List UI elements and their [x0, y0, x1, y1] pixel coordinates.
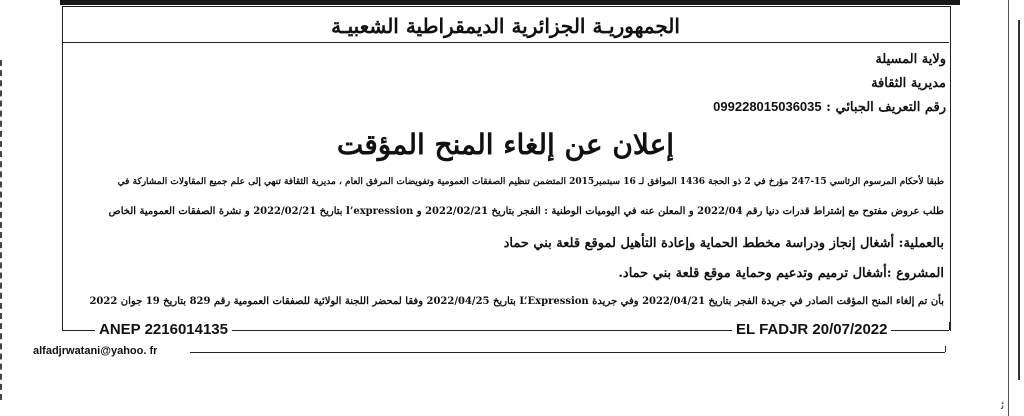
email-rule-cap — [945, 346, 946, 352]
edge-mark: ﺋ — [1001, 398, 1005, 412]
right-page-edge — [1008, 0, 1009, 416]
notice-body-line-3: بالعملية: أشغال إنجاز ودراسة مخطط الحماية وإعادة التأهيل لموقع قلعة بني حماد — [503, 236, 944, 251]
footer-corner-left — [62, 322, 63, 330]
email-address: alfadjrwatani@yahoo. fr — [33, 345, 161, 357]
footer-corner-right — [949, 322, 950, 330]
newspaper-date: EL FADJR 20/07/2022 — [732, 321, 891, 338]
tax-id-line — [713, 99, 946, 115]
notice-body-line-4: المشروع :أشغال ترميم وتدعيم وحماية موقع قلعة بني حماد. — [618, 266, 944, 281]
wilaya-line: ولاية المسيلة — [875, 52, 946, 67]
right-page-edge-inner — [1018, 20, 1020, 380]
republic-heading: الجمهوريـة الجزائرية الديمقراطية الشعبيـة — [331, 14, 680, 38]
notice-body-line-1: طبقا لأحكام المرسوم الرئاسي 15-247 مؤرخ في 2 ذو الحجة 1436 الموافق لـ 16 سبتمبر2015 المتضمن تنظيم الصفقات العمومية وتفويضات المرفق العام ، مديرية الثقافة تنهي إلى علم جميع المقاولات المشاركة في — [117, 177, 944, 187]
header-divider — [62, 42, 949, 43]
notice-title: إعلان عن إلغاء المنح المؤقت — [336, 128, 675, 161]
notice-frame — [62, 6, 951, 331]
notice-body-line-5: بأن تم إلغاء المنح المؤقت الصادر في جريدة الفجر بتاريخ 2022/04/21 وفي جريدة L’Expression بتاريخ 2022/04/25 وفقا لمحضر اللجنة الولائية للصفقات العمومية رقم 829 بتاريخ 19 جوان 2022 — [89, 296, 944, 307]
notice-body-line-2: طلب عروض مفتوح مع إشتراط قدرات دنيا رقم 2022/04 و المعلن عنه في اليوميات الوطنية : الفجر بتاريخ 2022/02/21 و l’expression بتاريخ 2022/02/21 و نشرة الصفقات العمومية الخاص — [108, 206, 944, 217]
tax-id-label: رقم التعريف الجبائي : — [826, 100, 946, 115]
left-cut-line — [0, 60, 2, 400]
anep-reference: ANEP 2216014135 — [95, 321, 232, 338]
email-rule — [190, 352, 945, 353]
top-border-bar — [60, 0, 960, 5]
direction-line: مديرية الثقافة — [871, 76, 946, 91]
tax-id-value: 099228015036035 — [713, 99, 822, 114]
